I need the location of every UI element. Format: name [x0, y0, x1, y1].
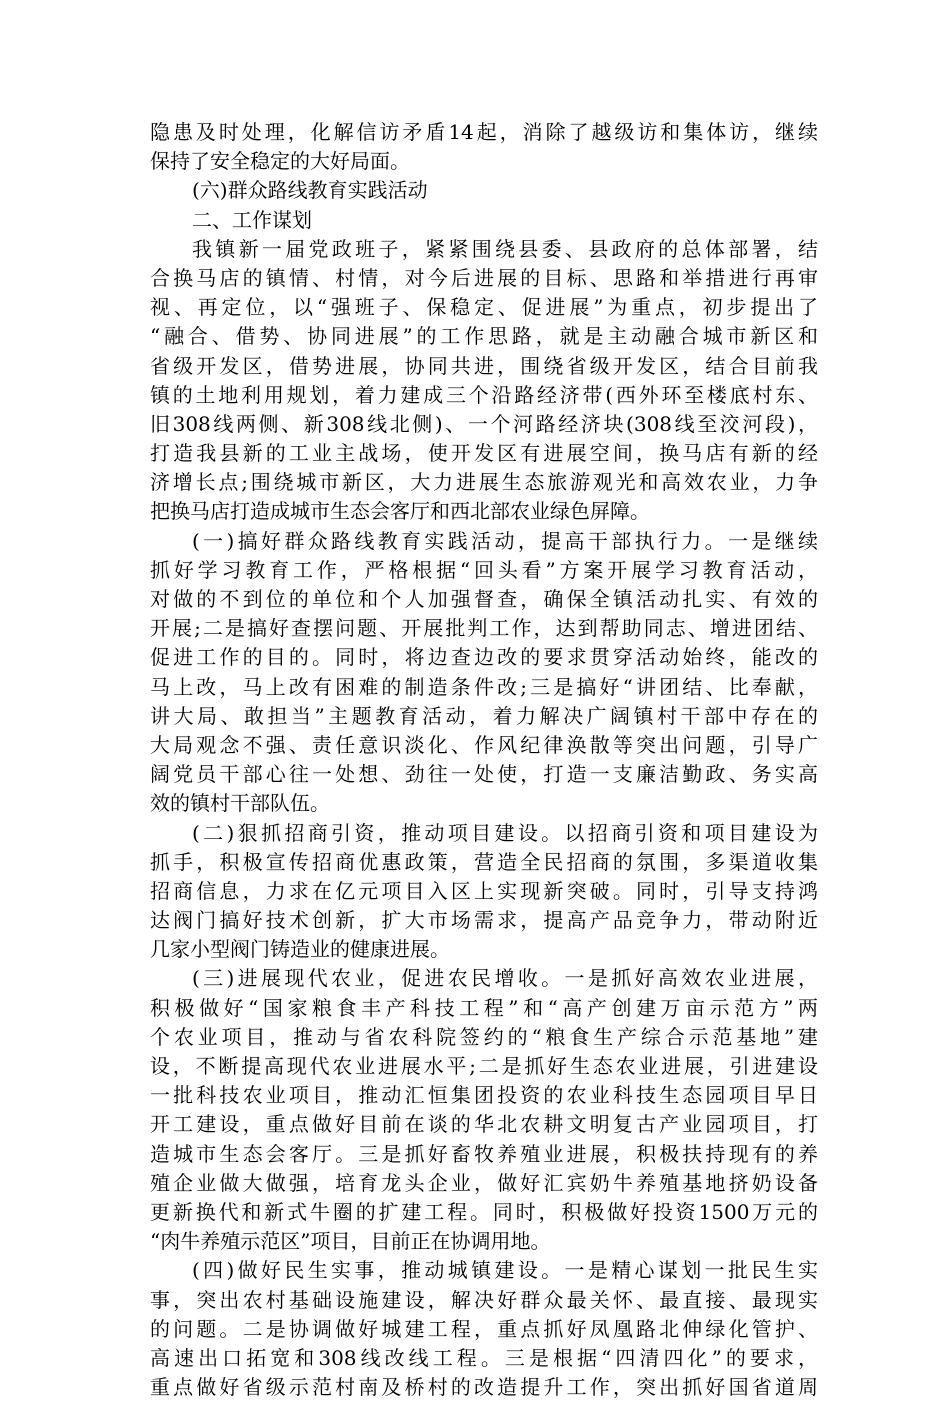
text-line: 马上改，马上改有困难的制造条件改;三是搞好“讲团结、比奉献，	[150, 674, 818, 699]
text-line: 开展;二是搞好查摆问题、开展批判工作，达到帮助同志、增进团结、	[150, 616, 818, 641]
text-line: “融合、借势、协同进展”的工作思路，就是主动融合城市新区和	[150, 324, 818, 349]
text-line: 济增长点;围绕城市新区，大力进展生态旅游观光和高效农业，力争	[150, 470, 818, 495]
text-line: 省级开发区，借势进展，协同共进，围绕省级开发区，结合目前我	[150, 353, 818, 378]
text-line: 隐患及时处理，化解信访矛盾14起，消除了越级访和集体访，继续	[150, 120, 818, 144]
text-line: 阔党员干部心往一处想、劲往一处使，打造一支廉洁勤政、务实高	[150, 762, 818, 787]
text-line: (六)群众路线教育实践活动	[192, 178, 428, 203]
text-line: 抓手，积极宣传招商优惠政策，营造全民招商的氛围，多渠道收集	[150, 849, 818, 874]
text-line: 抓好学习教育工作，严格根据“回头看”方案开展学习教育活动，	[150, 557, 818, 582]
text-line: 招商信息，力求在亿元项目入区上实现新突破。同时，引导支持鸿	[150, 878, 818, 903]
text-line: 高速出口拓宽和308线改线工程。三是根据“四清四化”的要求，	[150, 1345, 818, 1370]
text-line: 的问题。二是协调做好城建工程，重点抓好凤凰路北伸绿化管护、	[150, 1316, 818, 1341]
text-line: (二)狠抓招商引资，推动项目建设。以招商引资和项目建设为	[192, 820, 818, 845]
text-line: 设，不断提高现代农业进展水平;二是抓好生态农业进展，引进建设	[150, 1054, 818, 1078]
text-line: 大局观念不强、责任意识淡化、作风纪律涣散等突出问题，引导广	[150, 732, 818, 757]
text-line: “肉牛养殖示范区”项目，目前正在协调用地。	[150, 1229, 551, 1254]
text-line: 视、再定位，以“强班子、保稳定、促进展”为重点，初步提出了	[150, 295, 818, 320]
text-line: 一批科技农业项目，推动汇恒集团投资的农业科技生态园项目早日	[150, 1083, 818, 1108]
text-line: (四)做好民生实事，推动城镇建设。一是精心谋划一批民生实	[192, 1258, 818, 1283]
text-line: 更新换代和新式牛圈的扩建工程。同时，积极做好投资1500万元的	[150, 1199, 818, 1224]
text-line: 重点做好省级示范村南及桥村的改造提升工作，突出抓好国省道周	[150, 1375, 818, 1400]
text-line: 旧308线两侧、新308线北侧)、一个河路经济块(308线至洨河段)，	[150, 411, 818, 436]
document-body	[150, 118, 818, 1402]
text-line: 几家小型阀门铸造业的健康进展。	[150, 937, 450, 962]
text-line: 事，突出农村基础设施建设，解决好群众最关怀、最直接、最现实	[150, 1287, 818, 1312]
text-line: 合换马店的镇情、村情，对今后进展的目标、思路和举措进行再审	[150, 265, 818, 290]
text-line: 对做的不到位的单位和个人加强督查，确保全镇活动扎实、有效的	[150, 587, 818, 611]
text-line: (一)搞好群众路线教育实践活动，提高干部执行力。一是继续	[192, 528, 818, 553]
text-line: 造城市生态会客厅。三是抓好畜牧养殖业进展，积极扶持现有的养	[150, 1141, 818, 1166]
text-line: 促进工作的目的。同时，将边查边改的要求贯穿活动始终，能改的	[150, 645, 818, 670]
text-line: 效的镇村干部队伍。	[150, 791, 330, 816]
text-line: 打造我县新的工业主战场，使开发区有进展空间，换马店有新的经	[150, 441, 818, 466]
text-line: 达阀门搞好技术创新，扩大市场需求，提高产品竞争力，带动附近	[150, 908, 818, 933]
text-line: 二、工作谋划	[192, 207, 312, 232]
text-line: 镇的土地利用规划，着力建成三个沿路经济带(西外环至楼底村东、	[150, 382, 818, 407]
text-line: 积极做好“国家粮食丰产科技工程”和“高产创建万亩示范方”两	[150, 995, 818, 1020]
text-line: 保持了安全稳定的大好局面。	[150, 149, 410, 174]
text-line: 讲大局、敢担当”主题教育活动，着力解决广阔镇村干部中存在的	[150, 703, 818, 728]
text-line: 开工建设，重点做好目前在谈的华北农耕文明复古产业园项目，打	[150, 1112, 818, 1137]
text-line: 殖企业做大做强，培育龙头企业，做好汇宾奶牛养殖基地挤奶设备	[150, 1170, 818, 1195]
text-line: 个农业项目，推动与省农科院签约的“粮食生产综合示范基地”建	[150, 1024, 818, 1049]
text-line: 把换马店打造成城市生态会客厅和西北部农业绿色屏障。	[150, 499, 650, 524]
text-line: 我镇新一届党政班子，紧紧围绕县委、县政府的总体部署，结	[192, 236, 818, 261]
text-line: (三)进展现代农业，促进农民增收。一是抓好高效农业进展，	[192, 966, 818, 991]
